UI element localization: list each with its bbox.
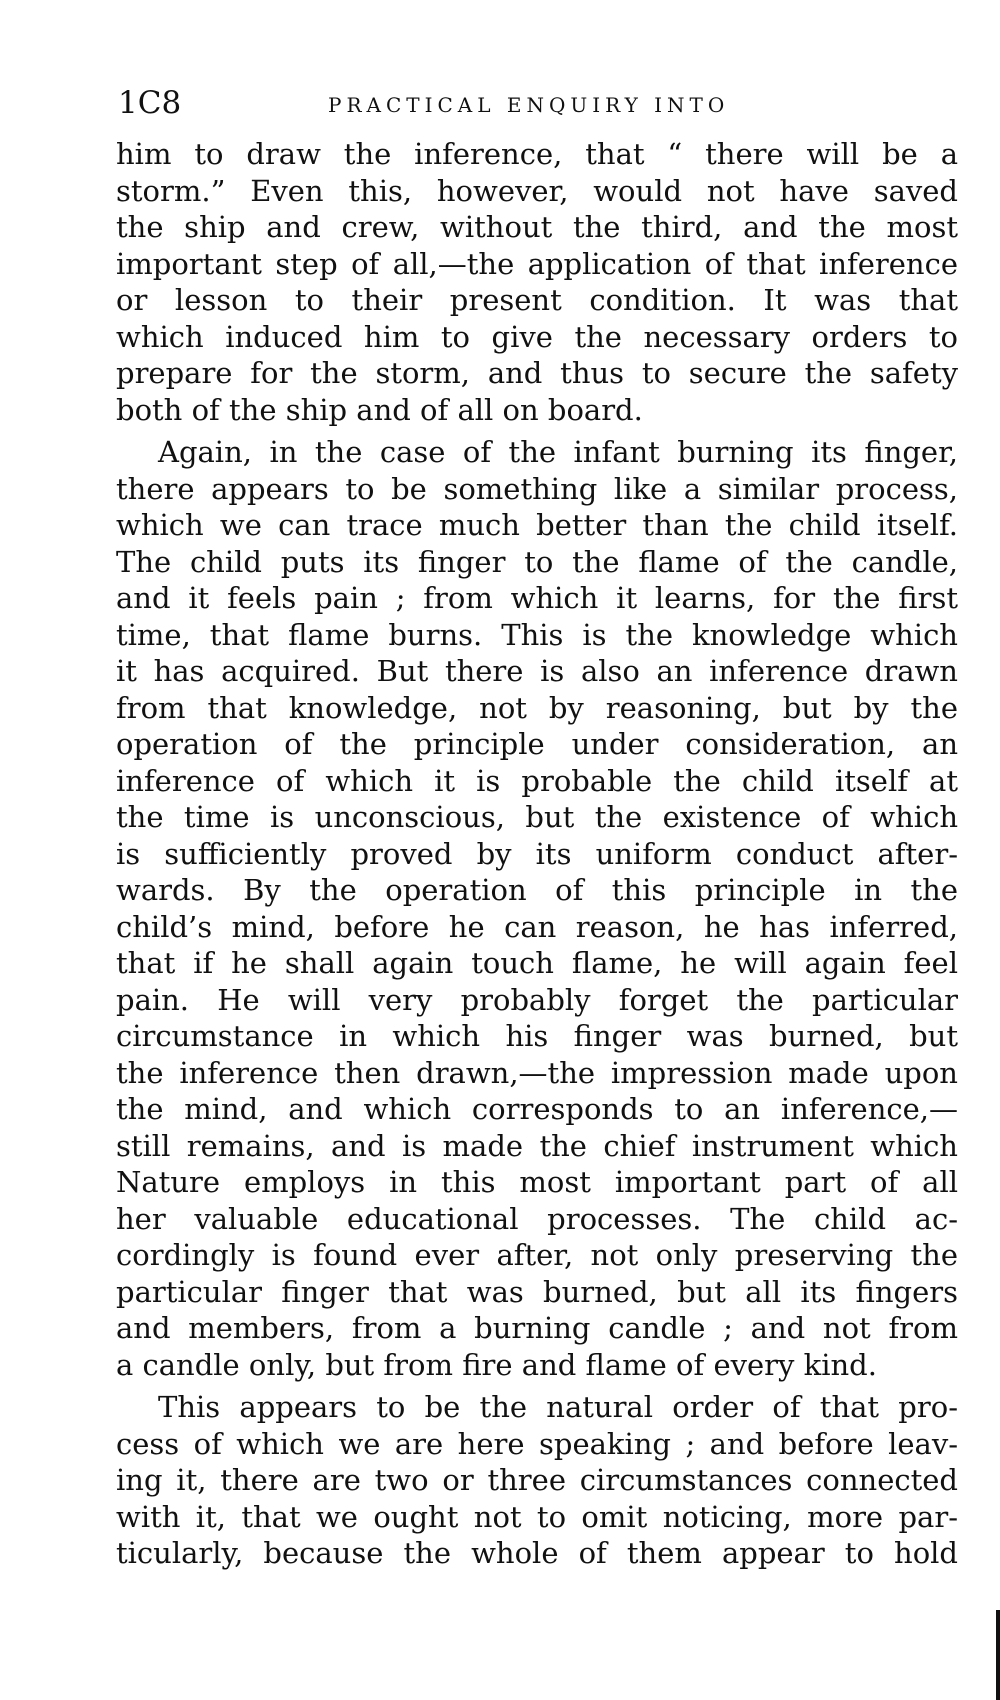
text-line: The child puts its finger to the flame of the candle, — [116, 544, 958, 579]
text-line: both of the ship and of all on board. — [116, 392, 643, 427]
paragraph — [116, 1389, 958, 1572]
paragraph — [116, 434, 958, 1383]
text-line: a candle only, but from fire and flame of every kind. — [116, 1347, 877, 1382]
page-edge-rule — [996, 1610, 1000, 1700]
paragraph — [116, 136, 958, 428]
text-line: the time is unconscious, but the existence of which — [116, 800, 958, 834]
text-line: the mind, and which corresponds to an inference,— — [116, 1092, 958, 1126]
text-line: from that knowledge, not by reasoning, but by the — [116, 690, 958, 725]
text-line: it has acquired. But there is also an inference drawn — [116, 654, 958, 688]
text-line: that if he shall again touch flame, he will again feel — [116, 946, 958, 980]
text-line: and members, from a burning candle ; and not from — [116, 1311, 958, 1345]
text-line: time, that flame burns. This is the knowledge which — [116, 617, 958, 652]
text-line: ing it, there are two or three circumstances connected — [116, 1463, 958, 1497]
page-number: 1C8 — [118, 85, 182, 121]
page-header — [118, 86, 960, 126]
text-line: circumstance in which his finger was burned, but — [116, 1019, 958, 1053]
text-line: pain. He will very probably forget the particular — [116, 982, 958, 1017]
running-head: PRACTICAL ENQUIRY INTO — [328, 93, 730, 117]
text-line: This appears to be the natural order of that pro- — [158, 1390, 958, 1424]
text-line: and it feels pain ; from which it learns, for the first — [116, 581, 958, 615]
text-line: cordingly is found ever after, not only preserving the — [116, 1238, 958, 1272]
text-line: storm.” Even this, however, would not have saved — [116, 173, 958, 208]
text-line: operation of the principle under consideration, an — [116, 727, 958, 761]
text-line: prepare for the storm, and thus to secure the safety — [116, 356, 958, 390]
text-line: which we can trace much better than the child itself. — [116, 508, 958, 542]
text-line: Again, in the case of the infant burning its finger, — [158, 435, 958, 469]
text-line: the ship and crew, without the third, and the most — [116, 210, 958, 244]
text-line: the inference then drawn,—the impression made upon — [116, 1055, 958, 1090]
text-line: ticularly, because the whole of them appear to hold — [116, 1536, 958, 1570]
body-text — [116, 136, 958, 1572]
text-line: still remains, and is made the chief instrument which — [116, 1128, 958, 1163]
text-line: inference of which it is probable the child itself at — [116, 763, 958, 798]
text-line: there appears to be something like a similar process, — [116, 471, 958, 506]
text-line: him to draw the inference, that “ there will be a — [116, 137, 958, 171]
text-line: particular finger that was burned, but all its fingers — [116, 1274, 958, 1309]
text-line: child’s mind, before he can reason, he has inferred, — [116, 909, 958, 944]
text-line: her valuable educational processes. The child ac- — [116, 1201, 958, 1236]
text-line: wards. By the operation of this principle in the — [116, 873, 958, 907]
text-line: with it, that we ought not to omit noticing, more par- — [116, 1499, 958, 1534]
text-line: which induced him to give the necessary orders to — [116, 319, 958, 354]
text-line: or lesson to their present condition. It was that — [116, 283, 958, 317]
text-line: Nature employs in this most important part of all — [116, 1165, 958, 1199]
text-line: is sufficiently proved by its uniform conduct after- — [116, 836, 958, 871]
text-line: cess of which we are here speaking ; and before leav- — [116, 1426, 958, 1461]
text-line: important step of all,—the application of that inference — [116, 246, 958, 281]
